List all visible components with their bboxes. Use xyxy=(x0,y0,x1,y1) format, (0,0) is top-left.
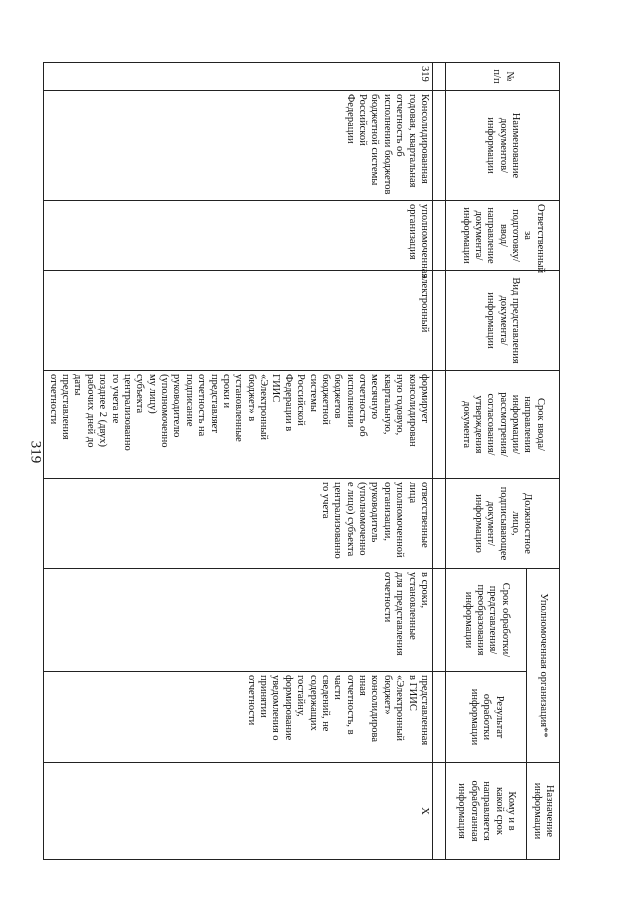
empty-cell xyxy=(433,271,446,371)
empty-cell xyxy=(433,63,446,91)
header-signing-person: Должностное лицо, подписывающее документ/ информацию xyxy=(446,479,560,569)
empty-cell xyxy=(433,91,446,201)
header-processing-deadline: Срок обработки/ представления/ преобразования информации xyxy=(446,569,527,672)
header-authorized-org: Уполномоченная организация** xyxy=(527,569,560,763)
cell-deadline: формирует консолидирован ную годовую, квартальную, месячную отчетность об исполнении бюджетов бюджетной системы Российской Федерации в ГИИС «Электронный бюджет» в установленные сроки и представляет отчетность на подписание руководителю (уполномоченно му лицу) субъекта централизованно го учета не позднее 2 (двух) рабочих дней до даты представления отчетности xyxy=(44,371,433,479)
empty-cell xyxy=(433,479,446,569)
header-doc-name: Наименование документов/информации xyxy=(446,91,560,201)
cell-presentation-type: электронный xyxy=(44,271,433,371)
header-purpose-recipient: Кому и в какой срок направляется обработанная информация xyxy=(446,763,527,860)
header-purpose: Назначение информации xyxy=(527,763,560,860)
cell-processing-result: представленная в ГИИС «Электронный бюджет» консолидирова нная отчетность, в части сведений, не содержащих гостайну, формирование уведомления о принятии отчетности xyxy=(44,672,433,763)
header-deadline: Срок ввода/ направления информации/ рассмотрения/ согласования/ утверждения документа xyxy=(446,371,560,479)
empty-cell xyxy=(433,569,446,672)
empty-cell xyxy=(433,672,446,763)
header-presentation-type: Вид представления документа/ информации xyxy=(446,271,560,371)
header-num: № п/п xyxy=(446,63,560,91)
cell-processing-deadline: в сроки, установленные для представления отчетности xyxy=(44,569,433,672)
cell-signing-person: ответственные лица уполномоченной организации, руководитель (уполномоченно е лицо) субъекта централизованно го учета xyxy=(44,479,433,569)
empty-cell xyxy=(433,201,446,271)
document-table xyxy=(43,62,560,860)
empty-cell xyxy=(433,371,446,479)
rotated-table-container xyxy=(47,62,560,859)
cell-responsible: уполномоченная организация xyxy=(44,201,433,271)
header-row xyxy=(527,63,560,860)
empty-row xyxy=(433,63,446,860)
table-row xyxy=(44,63,433,860)
header-processing-result: Результат обработки информации xyxy=(446,672,527,763)
empty-cell xyxy=(433,763,446,860)
page-number: 319 xyxy=(27,440,44,464)
cell-doc-name: Консолидированная годовая, квартальная отчетность об исполнении бюджетов бюджетной системы Российской Федерации xyxy=(44,91,433,201)
cell-num: 319 xyxy=(44,63,433,91)
header-responsible: Ответственный за подготовку/ ввод/ направление документа/ информации xyxy=(446,201,560,271)
cell-purpose: X xyxy=(44,763,433,860)
